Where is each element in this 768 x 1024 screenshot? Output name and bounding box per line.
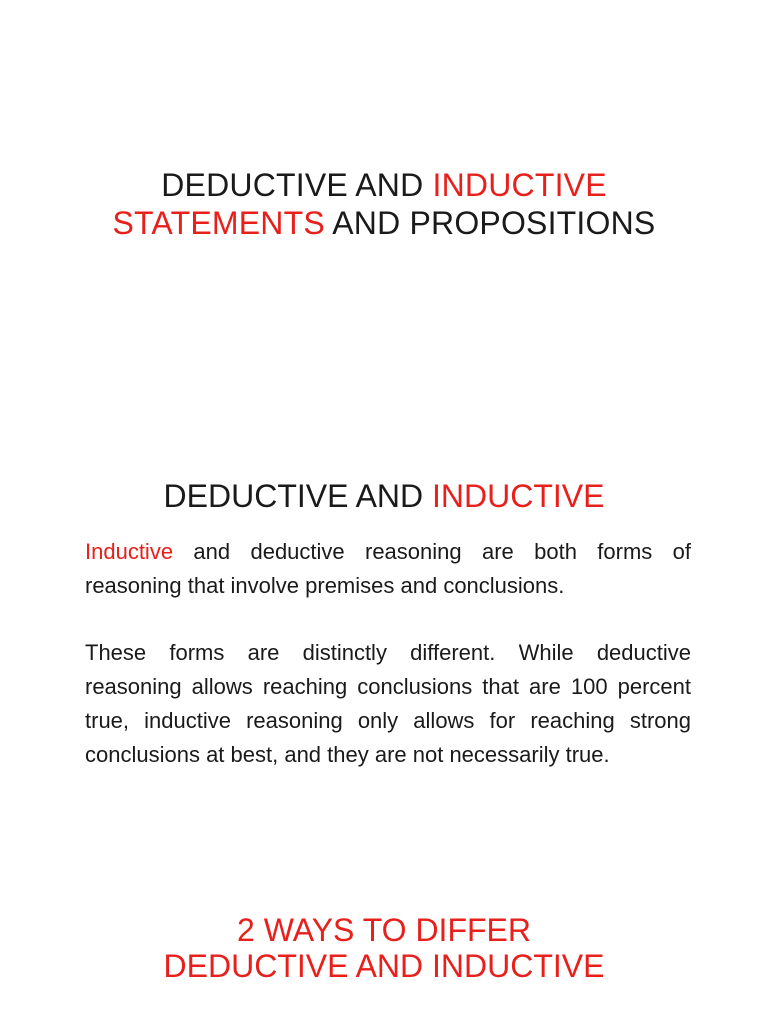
slide-3-title-line-2: DEDUCTIVE AND INDUCTIVE	[163, 948, 605, 984]
slide-1	[0, 0, 768, 430]
slide-1-title-statements: STATEMENTS	[112, 205, 325, 241]
slide-1-title	[0, 166, 768, 242]
slide-2-paragraph-2: These forms are distinctly different. While deductive reasoning allows reaching conclusions that are 100 percent true, inductive reasoning only allows for reaching strong conclusions at best, and they are not necessarily true.	[85, 640, 691, 767]
slide-3	[0, 860, 768, 1024]
slide-1-title-part4: AND PROPOSITIONS	[324, 205, 656, 241]
slide-2	[0, 430, 768, 860]
slide-2-title-part1: DEDUCTIVE AND	[163, 478, 433, 514]
slide-3-title-line-1: 2 WAYS TO DIFFER	[237, 912, 531, 948]
slide-2-title	[0, 476, 768, 516]
slide-3-title	[0, 912, 768, 984]
slide-1-title-inductive: INDUCTIVE	[432, 167, 607, 203]
slide-2-paragraph-1	[85, 535, 691, 603]
slide-1-title-part1: DEDUCTIVE AND	[161, 167, 433, 203]
slide-2-title-inductive: INDUCTIVE	[432, 478, 605, 514]
paragraph-1-text: and deductive reasoning are both forms of reasoning that involve premises and conclusions.	[85, 539, 691, 598]
paragraph-1-inductive-word: Inductive	[85, 539, 174, 564]
